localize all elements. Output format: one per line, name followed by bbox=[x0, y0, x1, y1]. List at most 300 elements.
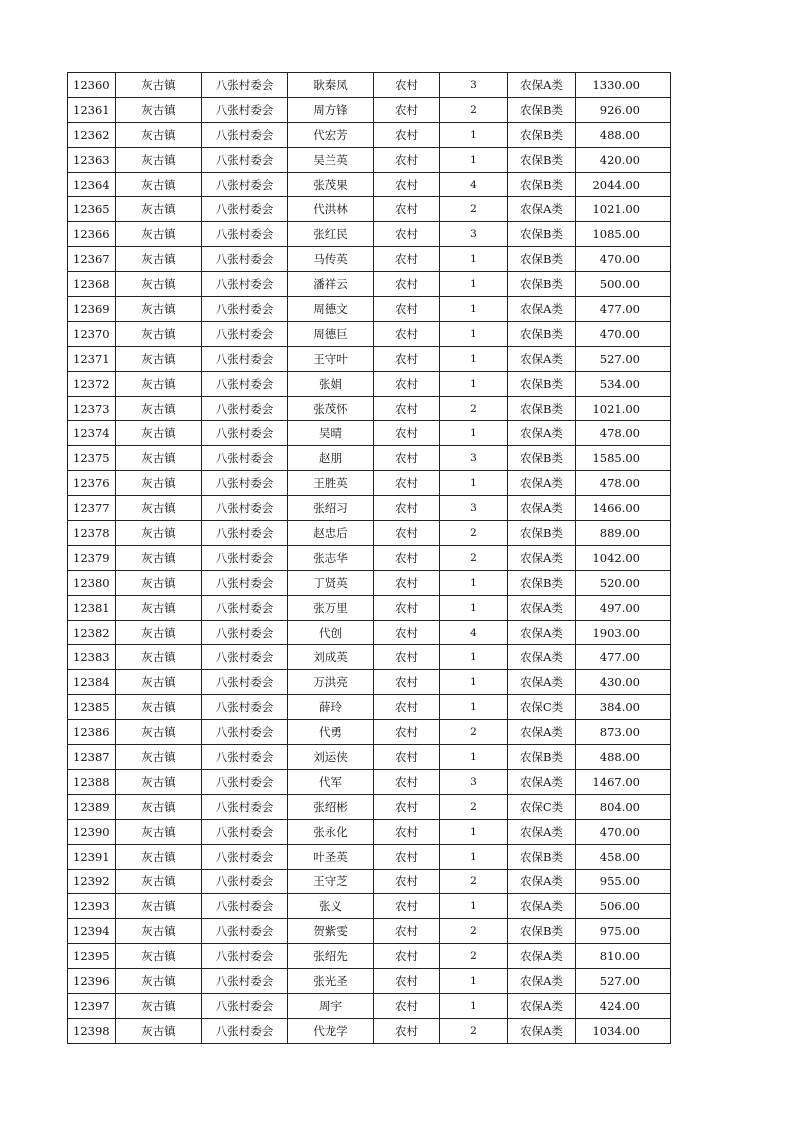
member-count-cell: 3 bbox=[440, 496, 508, 521]
insurance-category-cell: 农保B类 bbox=[508, 396, 576, 421]
member-count-cell: 1 bbox=[440, 147, 508, 172]
town-cell: 灰古镇 bbox=[116, 371, 202, 396]
amount-cell: 470.00 bbox=[576, 819, 671, 844]
record-id-cell: 12365 bbox=[68, 197, 116, 222]
town-cell: 灰古镇 bbox=[116, 222, 202, 247]
village-cell: 八张村委会 bbox=[202, 172, 288, 197]
town-cell: 灰古镇 bbox=[116, 346, 202, 371]
town-cell: 灰古镇 bbox=[116, 272, 202, 297]
person-name-cell: 张茂怀 bbox=[288, 396, 374, 421]
town-cell: 灰古镇 bbox=[116, 645, 202, 670]
member-count-cell: 3 bbox=[440, 769, 508, 794]
record-id-cell: 12373 bbox=[68, 396, 116, 421]
insurance-category-cell: 农保A类 bbox=[508, 969, 576, 994]
amount-cell: 873.00 bbox=[576, 720, 671, 745]
insurance-category-cell: 农保A类 bbox=[508, 993, 576, 1018]
record-id-cell: 12368 bbox=[68, 272, 116, 297]
amount-cell: 1467.00 bbox=[576, 769, 671, 794]
village-cell: 八张村委会 bbox=[202, 570, 288, 595]
village-cell: 八张村委会 bbox=[202, 197, 288, 222]
village-cell: 八张村委会 bbox=[202, 321, 288, 346]
table-row bbox=[68, 969, 671, 994]
amount-cell: 458.00 bbox=[576, 844, 671, 869]
person-name-cell: 耿秦凤 bbox=[288, 73, 374, 98]
village-cell: 八张村委会 bbox=[202, 421, 288, 446]
insurance-category-cell: 农保A类 bbox=[508, 421, 576, 446]
table-row bbox=[68, 695, 671, 720]
household-type-cell: 农村 bbox=[374, 720, 440, 745]
record-id-cell: 12383 bbox=[68, 645, 116, 670]
household-type-cell: 农村 bbox=[374, 73, 440, 98]
insurance-category-cell: 农保A类 bbox=[508, 471, 576, 496]
amount-cell: 955.00 bbox=[576, 869, 671, 894]
member-count-cell: 2 bbox=[440, 794, 508, 819]
village-cell: 八张村委会 bbox=[202, 446, 288, 471]
town-cell: 灰古镇 bbox=[116, 247, 202, 272]
table-row bbox=[68, 993, 671, 1018]
member-count-cell: 2 bbox=[440, 197, 508, 222]
household-type-cell: 农村 bbox=[374, 446, 440, 471]
insurance-category-cell: 农保B类 bbox=[508, 844, 576, 869]
amount-cell: 424.00 bbox=[576, 993, 671, 1018]
member-count-cell: 4 bbox=[440, 620, 508, 645]
table-row bbox=[68, 73, 671, 98]
member-count-cell: 1 bbox=[440, 844, 508, 869]
amount-cell: 384.00 bbox=[576, 695, 671, 720]
insurance-category-cell: 农保B类 bbox=[508, 745, 576, 770]
person-name-cell: 贺紫雯 bbox=[288, 919, 374, 944]
town-cell: 灰古镇 bbox=[116, 297, 202, 322]
amount-cell: 478.00 bbox=[576, 421, 671, 446]
person-name-cell: 代龙学 bbox=[288, 1018, 374, 1043]
amount-cell: 527.00 bbox=[576, 969, 671, 994]
person-name-cell: 王守叶 bbox=[288, 346, 374, 371]
town-cell: 灰古镇 bbox=[116, 396, 202, 421]
person-name-cell: 周德巨 bbox=[288, 321, 374, 346]
insurance-category-cell: 农保A类 bbox=[508, 545, 576, 570]
member-count-cell: 1 bbox=[440, 247, 508, 272]
village-cell: 八张村委会 bbox=[202, 346, 288, 371]
amount-cell: 804.00 bbox=[576, 794, 671, 819]
record-id-cell: 12371 bbox=[68, 346, 116, 371]
village-cell: 八张村委会 bbox=[202, 969, 288, 994]
person-name-cell: 潘祥云 bbox=[288, 272, 374, 297]
table-row bbox=[68, 122, 671, 147]
amount-cell: 477.00 bbox=[576, 297, 671, 322]
household-type-cell: 农村 bbox=[374, 172, 440, 197]
insurance-category-cell: 农保A类 bbox=[508, 894, 576, 919]
amount-cell: 520.00 bbox=[576, 570, 671, 595]
insurance-category-cell: 农保B类 bbox=[508, 97, 576, 122]
household-type-cell: 农村 bbox=[374, 570, 440, 595]
insurance-category-cell: 农保A类 bbox=[508, 1018, 576, 1043]
person-name-cell: 张义 bbox=[288, 894, 374, 919]
household-type-cell: 农村 bbox=[374, 371, 440, 396]
town-cell: 灰古镇 bbox=[116, 521, 202, 546]
record-id-cell: 12361 bbox=[68, 97, 116, 122]
amount-cell: 1021.00 bbox=[576, 396, 671, 421]
town-cell: 灰古镇 bbox=[116, 745, 202, 770]
amount-cell: 488.00 bbox=[576, 745, 671, 770]
village-cell: 八张村委会 bbox=[202, 769, 288, 794]
table-row bbox=[68, 371, 671, 396]
table-row bbox=[68, 595, 671, 620]
insurance-category-cell: 农保A类 bbox=[508, 944, 576, 969]
village-cell: 八张村委会 bbox=[202, 695, 288, 720]
table-body bbox=[68, 73, 671, 1044]
village-cell: 八张村委会 bbox=[202, 73, 288, 98]
insurance-category-cell: 农保A类 bbox=[508, 769, 576, 794]
village-cell: 八张村委会 bbox=[202, 794, 288, 819]
table-row bbox=[68, 745, 671, 770]
table-row bbox=[68, 272, 671, 297]
amount-cell: 497.00 bbox=[576, 595, 671, 620]
person-name-cell: 马传英 bbox=[288, 247, 374, 272]
table-row bbox=[68, 794, 671, 819]
amount-cell: 1085.00 bbox=[576, 222, 671, 247]
household-type-cell: 农村 bbox=[374, 745, 440, 770]
household-type-cell: 农村 bbox=[374, 844, 440, 869]
town-cell: 灰古镇 bbox=[116, 969, 202, 994]
table-row bbox=[68, 620, 671, 645]
record-id-cell: 12369 bbox=[68, 297, 116, 322]
member-count-cell: 3 bbox=[440, 73, 508, 98]
member-count-cell: 1 bbox=[440, 570, 508, 595]
record-id-cell: 12376 bbox=[68, 471, 116, 496]
town-cell: 灰古镇 bbox=[116, 147, 202, 172]
household-type-cell: 农村 bbox=[374, 545, 440, 570]
household-type-cell: 农村 bbox=[374, 695, 440, 720]
person-name-cell: 王守芝 bbox=[288, 869, 374, 894]
household-type-cell: 农村 bbox=[374, 496, 440, 521]
table-row bbox=[68, 396, 671, 421]
person-name-cell: 刘成英 bbox=[288, 645, 374, 670]
insurance-category-cell: 农保A类 bbox=[508, 346, 576, 371]
amount-cell: 1042.00 bbox=[576, 545, 671, 570]
member-count-cell: 1 bbox=[440, 371, 508, 396]
table-row bbox=[68, 545, 671, 570]
person-name-cell: 张志华 bbox=[288, 545, 374, 570]
household-type-cell: 农村 bbox=[374, 147, 440, 172]
insurance-category-cell: 农保B类 bbox=[508, 446, 576, 471]
record-id-cell: 12397 bbox=[68, 993, 116, 1018]
town-cell: 灰古镇 bbox=[116, 620, 202, 645]
amount-cell: 500.00 bbox=[576, 272, 671, 297]
town-cell: 灰古镇 bbox=[116, 670, 202, 695]
town-cell: 灰古镇 bbox=[116, 197, 202, 222]
insurance-category-cell: 农保B类 bbox=[508, 122, 576, 147]
records-table bbox=[67, 72, 671, 1044]
town-cell: 灰古镇 bbox=[116, 869, 202, 894]
household-type-cell: 农村 bbox=[374, 321, 440, 346]
member-count-cell: 1 bbox=[440, 645, 508, 670]
table-row bbox=[68, 346, 671, 371]
town-cell: 灰古镇 bbox=[116, 894, 202, 919]
person-name-cell: 王胜英 bbox=[288, 471, 374, 496]
village-cell: 八张村委会 bbox=[202, 471, 288, 496]
town-cell: 灰古镇 bbox=[116, 695, 202, 720]
member-count-cell: 1 bbox=[440, 122, 508, 147]
member-count-cell: 2 bbox=[440, 396, 508, 421]
insurance-category-cell: 农保A类 bbox=[508, 720, 576, 745]
record-id-cell: 12377 bbox=[68, 496, 116, 521]
member-count-cell: 1 bbox=[440, 894, 508, 919]
village-cell: 八张村委会 bbox=[202, 745, 288, 770]
record-id-cell: 12380 bbox=[68, 570, 116, 595]
amount-cell: 889.00 bbox=[576, 521, 671, 546]
town-cell: 灰古镇 bbox=[116, 496, 202, 521]
table-row bbox=[68, 172, 671, 197]
member-count-cell: 3 bbox=[440, 446, 508, 471]
table-row bbox=[68, 819, 671, 844]
amount-cell: 478.00 bbox=[576, 471, 671, 496]
person-name-cell: 代宏芳 bbox=[288, 122, 374, 147]
member-count-cell: 1 bbox=[440, 595, 508, 620]
table-row bbox=[68, 421, 671, 446]
member-count-cell: 2 bbox=[440, 720, 508, 745]
village-cell: 八张村委会 bbox=[202, 993, 288, 1018]
household-type-cell: 农村 bbox=[374, 869, 440, 894]
town-cell: 灰古镇 bbox=[116, 1018, 202, 1043]
town-cell: 灰古镇 bbox=[116, 595, 202, 620]
town-cell: 灰古镇 bbox=[116, 794, 202, 819]
person-name-cell: 张绍先 bbox=[288, 944, 374, 969]
amount-cell: 506.00 bbox=[576, 894, 671, 919]
record-id-cell: 12379 bbox=[68, 545, 116, 570]
household-type-cell: 农村 bbox=[374, 919, 440, 944]
household-type-cell: 农村 bbox=[374, 471, 440, 496]
town-cell: 灰古镇 bbox=[116, 545, 202, 570]
member-count-cell: 1 bbox=[440, 969, 508, 994]
person-name-cell: 张万里 bbox=[288, 595, 374, 620]
person-name-cell: 代勇 bbox=[288, 720, 374, 745]
village-cell: 八张村委会 bbox=[202, 272, 288, 297]
amount-cell: 470.00 bbox=[576, 321, 671, 346]
village-cell: 八张村委会 bbox=[202, 620, 288, 645]
record-id-cell: 12386 bbox=[68, 720, 116, 745]
amount-cell: 470.00 bbox=[576, 247, 671, 272]
town-cell: 灰古镇 bbox=[116, 172, 202, 197]
member-count-cell: 1 bbox=[440, 421, 508, 446]
person-name-cell: 万洪亮 bbox=[288, 670, 374, 695]
table-row bbox=[68, 869, 671, 894]
table-row bbox=[68, 147, 671, 172]
record-id-cell: 12364 bbox=[68, 172, 116, 197]
table-row bbox=[68, 321, 671, 346]
record-id-cell: 12363 bbox=[68, 147, 116, 172]
town-cell: 灰古镇 bbox=[116, 446, 202, 471]
household-type-cell: 农村 bbox=[374, 944, 440, 969]
record-id-cell: 12389 bbox=[68, 794, 116, 819]
insurance-category-cell: 农保A类 bbox=[508, 670, 576, 695]
table-row bbox=[68, 670, 671, 695]
record-id-cell: 12395 bbox=[68, 944, 116, 969]
table-row bbox=[68, 496, 671, 521]
person-name-cell: 吴晴 bbox=[288, 421, 374, 446]
town-cell: 灰古镇 bbox=[116, 570, 202, 595]
insurance-category-cell: 农保B类 bbox=[508, 570, 576, 595]
household-type-cell: 农村 bbox=[374, 670, 440, 695]
person-name-cell: 代军 bbox=[288, 769, 374, 794]
insurance-category-cell: 农保A类 bbox=[508, 595, 576, 620]
amount-cell: 1585.00 bbox=[576, 446, 671, 471]
insurance-category-cell: 农保A类 bbox=[508, 819, 576, 844]
person-name-cell: 叶圣英 bbox=[288, 844, 374, 869]
insurance-category-cell: 农保A类 bbox=[508, 73, 576, 98]
record-id-cell: 12366 bbox=[68, 222, 116, 247]
village-cell: 八张村委会 bbox=[202, 819, 288, 844]
record-id-cell: 12394 bbox=[68, 919, 116, 944]
village-cell: 八张村委会 bbox=[202, 147, 288, 172]
village-cell: 八张村委会 bbox=[202, 670, 288, 695]
record-id-cell: 12392 bbox=[68, 869, 116, 894]
insurance-category-cell: 农保B类 bbox=[508, 321, 576, 346]
table-row bbox=[68, 720, 671, 745]
member-count-cell: 2 bbox=[440, 545, 508, 570]
record-id-cell: 12382 bbox=[68, 620, 116, 645]
insurance-category-cell: 农保B类 bbox=[508, 272, 576, 297]
table-row bbox=[68, 297, 671, 322]
household-type-cell: 农村 bbox=[374, 396, 440, 421]
household-type-cell: 农村 bbox=[374, 297, 440, 322]
village-cell: 八张村委会 bbox=[202, 545, 288, 570]
table-row bbox=[68, 944, 671, 969]
amount-cell: 527.00 bbox=[576, 346, 671, 371]
amount-cell: 420.00 bbox=[576, 147, 671, 172]
person-name-cell: 赵忠后 bbox=[288, 521, 374, 546]
table-row bbox=[68, 1018, 671, 1043]
record-id-cell: 12385 bbox=[68, 695, 116, 720]
village-cell: 八张村委会 bbox=[202, 97, 288, 122]
town-cell: 灰古镇 bbox=[116, 819, 202, 844]
village-cell: 八张村委会 bbox=[202, 122, 288, 147]
person-name-cell: 吴兰英 bbox=[288, 147, 374, 172]
person-name-cell: 赵朋 bbox=[288, 446, 374, 471]
record-id-cell: 12372 bbox=[68, 371, 116, 396]
amount-cell: 1466.00 bbox=[576, 496, 671, 521]
table-row bbox=[68, 844, 671, 869]
member-count-cell: 1 bbox=[440, 471, 508, 496]
village-cell: 八张村委会 bbox=[202, 645, 288, 670]
record-id-cell: 12367 bbox=[68, 247, 116, 272]
person-name-cell: 薛玲 bbox=[288, 695, 374, 720]
person-name-cell: 张绍习 bbox=[288, 496, 374, 521]
member-count-cell: 1 bbox=[440, 321, 508, 346]
member-count-cell: 1 bbox=[440, 819, 508, 844]
household-type-cell: 农村 bbox=[374, 769, 440, 794]
village-cell: 八张村委会 bbox=[202, 595, 288, 620]
insurance-category-cell: 农保A类 bbox=[508, 869, 576, 894]
household-type-cell: 农村 bbox=[374, 97, 440, 122]
household-type-cell: 农村 bbox=[374, 595, 440, 620]
table-row bbox=[68, 222, 671, 247]
record-id-cell: 12396 bbox=[68, 969, 116, 994]
household-type-cell: 农村 bbox=[374, 894, 440, 919]
amount-cell: 926.00 bbox=[576, 97, 671, 122]
insurance-category-cell: 农保A类 bbox=[508, 645, 576, 670]
table-row bbox=[68, 247, 671, 272]
member-count-cell: 2 bbox=[440, 869, 508, 894]
town-cell: 灰古镇 bbox=[116, 769, 202, 794]
member-count-cell: 3 bbox=[440, 222, 508, 247]
member-count-cell: 1 bbox=[440, 272, 508, 297]
village-cell: 八张村委会 bbox=[202, 919, 288, 944]
insurance-category-cell: 农保A类 bbox=[508, 496, 576, 521]
person-name-cell: 周方锋 bbox=[288, 97, 374, 122]
record-id-cell: 12360 bbox=[68, 73, 116, 98]
village-cell: 八张村委会 bbox=[202, 1018, 288, 1043]
household-type-cell: 农村 bbox=[374, 197, 440, 222]
person-name-cell: 代洪林 bbox=[288, 197, 374, 222]
insurance-category-cell: 农保B类 bbox=[508, 247, 576, 272]
village-cell: 八张村委会 bbox=[202, 222, 288, 247]
household-type-cell: 农村 bbox=[374, 222, 440, 247]
table-row bbox=[68, 645, 671, 670]
person-name-cell: 张永化 bbox=[288, 819, 374, 844]
member-count-cell: 2 bbox=[440, 97, 508, 122]
member-count-cell: 1 bbox=[440, 993, 508, 1018]
table-row bbox=[68, 521, 671, 546]
town-cell: 灰古镇 bbox=[116, 919, 202, 944]
member-count-cell: 1 bbox=[440, 297, 508, 322]
town-cell: 灰古镇 bbox=[116, 321, 202, 346]
household-type-cell: 农村 bbox=[374, 620, 440, 645]
person-name-cell: 张红民 bbox=[288, 222, 374, 247]
town-cell: 灰古镇 bbox=[116, 421, 202, 446]
insurance-category-cell: 农保B类 bbox=[508, 222, 576, 247]
amount-cell: 477.00 bbox=[576, 645, 671, 670]
household-type-cell: 农村 bbox=[374, 346, 440, 371]
village-cell: 八张村委会 bbox=[202, 496, 288, 521]
village-cell: 八张村委会 bbox=[202, 396, 288, 421]
village-cell: 八张村委会 bbox=[202, 844, 288, 869]
village-cell: 八张村委会 bbox=[202, 247, 288, 272]
person-name-cell: 张娟 bbox=[288, 371, 374, 396]
insurance-category-cell: 农保C类 bbox=[508, 794, 576, 819]
household-type-cell: 农村 bbox=[374, 645, 440, 670]
insurance-category-cell: 农保A类 bbox=[508, 620, 576, 645]
record-id-cell: 12362 bbox=[68, 122, 116, 147]
record-id-cell: 12390 bbox=[68, 819, 116, 844]
insurance-category-cell: 农保B类 bbox=[508, 172, 576, 197]
amount-cell: 1903.00 bbox=[576, 620, 671, 645]
amount-cell: 1021.00 bbox=[576, 197, 671, 222]
member-count-cell: 1 bbox=[440, 695, 508, 720]
household-type-cell: 农村 bbox=[374, 1018, 440, 1043]
household-type-cell: 农村 bbox=[374, 272, 440, 297]
town-cell: 灰古镇 bbox=[116, 73, 202, 98]
record-id-cell: 12370 bbox=[68, 321, 116, 346]
person-name-cell: 丁贤英 bbox=[288, 570, 374, 595]
insurance-category-cell: 农保B类 bbox=[508, 147, 576, 172]
town-cell: 灰古镇 bbox=[116, 720, 202, 745]
table-row bbox=[68, 471, 671, 496]
insurance-category-cell: 农保C类 bbox=[508, 695, 576, 720]
table-row bbox=[68, 446, 671, 471]
amount-cell: 1034.00 bbox=[576, 1018, 671, 1043]
person-name-cell: 周宇 bbox=[288, 993, 374, 1018]
insurance-category-cell: 农保B类 bbox=[508, 521, 576, 546]
amount-cell: 1330.00 bbox=[576, 73, 671, 98]
amount-cell: 810.00 bbox=[576, 944, 671, 969]
insurance-category-cell: 农保A类 bbox=[508, 197, 576, 222]
record-id-cell: 12391 bbox=[68, 844, 116, 869]
town-cell: 灰古镇 bbox=[116, 97, 202, 122]
village-cell: 八张村委会 bbox=[202, 521, 288, 546]
record-id-cell: 12384 bbox=[68, 670, 116, 695]
town-cell: 灰古镇 bbox=[116, 993, 202, 1018]
record-id-cell: 12388 bbox=[68, 769, 116, 794]
